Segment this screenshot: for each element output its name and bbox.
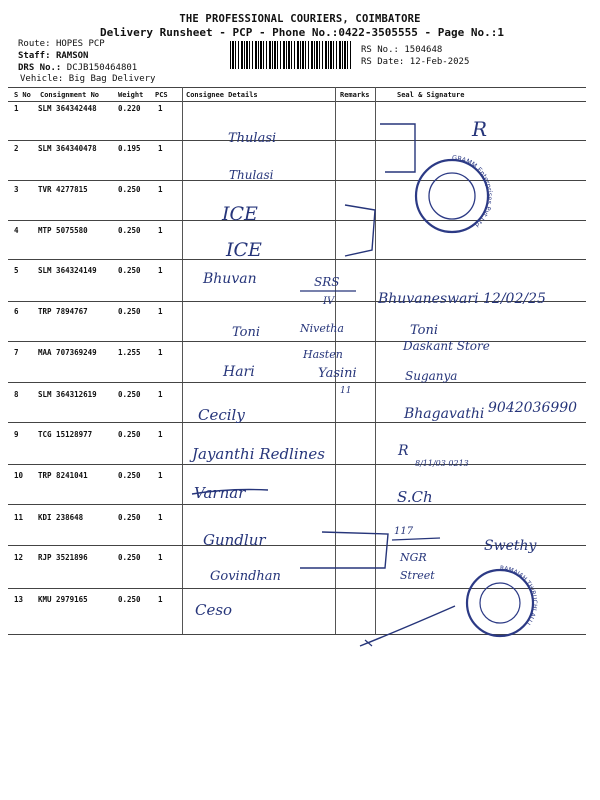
remarks-bracket xyxy=(300,532,388,568)
route-value: HOPES PCP xyxy=(55,39,105,49)
row-11-sno: 11 xyxy=(14,513,24,522)
hw-row5-name: Bhuvan xyxy=(203,271,257,287)
row-12-weight: 0.250 xyxy=(118,553,141,562)
row-8-weight: 0.250 xyxy=(118,390,141,399)
row-3-consignment: TVR 4277815 xyxy=(38,185,88,194)
row-13-pcs: 1 xyxy=(158,595,163,604)
staff-label: Staff: xyxy=(18,51,51,61)
row-13-weight: 0.250 xyxy=(118,595,141,604)
hw-row11-name: Gundlur xyxy=(203,531,266,549)
row-9-consignment: TCG 15128977 xyxy=(38,430,93,439)
hw-row7-name: Hari xyxy=(223,364,255,380)
row-1-pcs: 1 xyxy=(158,104,163,113)
row-3-pcs: 1 xyxy=(158,185,163,194)
remarks-bracket xyxy=(345,205,375,256)
hw-row10-name: Varnar xyxy=(194,484,246,502)
row-6-sno: 6 xyxy=(14,307,19,316)
row-10-pcs: 1 xyxy=(158,471,163,480)
route-label: Route: xyxy=(18,39,51,49)
row-11-pcs: 1 xyxy=(158,513,163,522)
remarks-bracket xyxy=(380,124,415,172)
row-12-consignment: RJP 3521896 xyxy=(38,553,88,562)
row-7-sno: 7 xyxy=(14,348,19,357)
row-7-pcs: 1 xyxy=(158,348,163,357)
rs-date-value: 12-Feb-2025 xyxy=(409,57,470,67)
hw-row7-remark-b: Yasini xyxy=(318,366,357,381)
row-12-pcs: 1 xyxy=(158,553,163,562)
row-5-consignment: SLM 364324149 xyxy=(38,266,97,275)
row-3-sno: 3 xyxy=(14,185,19,194)
hw-row12-sig: Swethy xyxy=(484,538,537,554)
col-weight: Weight xyxy=(118,91,144,99)
col-consignee: Consignee Details xyxy=(186,91,258,99)
vehicle-value: Big Bag Delivery xyxy=(68,74,156,84)
row-5-pcs: 1 xyxy=(158,266,163,275)
row-2-weight: 0.195 xyxy=(118,144,141,153)
row-1-consignment: SLM 364342448 xyxy=(38,104,97,113)
hw-row12-remark-a: NGR xyxy=(400,551,427,564)
hw-row9-sig-a: R xyxy=(398,443,409,459)
row-10-consignment: TRP 8241041 xyxy=(38,471,88,480)
row-8-sno: 8 xyxy=(14,390,19,399)
row-6-weight: 0.250 xyxy=(118,307,141,316)
row-2-pcs: 1 xyxy=(158,144,163,153)
hw-row6-remark: Nivetha xyxy=(300,322,344,335)
receiver-seal-stamp xyxy=(467,565,538,636)
row-10-weight: 0.250 xyxy=(118,471,141,480)
col-seal: Seal & Signature xyxy=(397,91,465,99)
rs-no-value: 1504648 xyxy=(404,45,443,55)
remark-underline xyxy=(392,538,440,540)
hw-row3-name: ICE xyxy=(222,203,258,225)
row-4-pcs: 1 xyxy=(158,226,163,235)
hw-row6-name: Toni xyxy=(232,325,261,340)
hw-row11-remark: 117 xyxy=(394,526,414,537)
hw-row6-sig-a: Toni xyxy=(410,323,439,338)
row-6-pcs: 1 xyxy=(158,307,163,316)
hw-row13-name: Ceso xyxy=(195,601,233,619)
drs-label: DRS No.: xyxy=(18,63,62,73)
hw-row8-phone: 9042036990 xyxy=(488,400,578,416)
hw-row5-remark-b: IV xyxy=(323,296,335,307)
hw-row8-name: Cecily xyxy=(198,406,245,424)
strike-line xyxy=(360,606,455,646)
row-7-weight: 1.255 xyxy=(118,348,141,357)
row-11-weight: 0.250 xyxy=(118,513,141,522)
row-1-sno: 1 xyxy=(14,104,19,113)
hw-row4-name: ICE xyxy=(226,239,262,261)
col-sno: S No xyxy=(14,91,31,99)
row-4-weight: 0.250 xyxy=(118,226,141,235)
row-9-weight: 0.250 xyxy=(118,430,141,439)
svg-text:RAMAIAH THIRUCHI ALLI: RAMAIAH THIRUCHI ALLI xyxy=(499,564,539,626)
rs-date-label: RS Date: xyxy=(361,57,405,67)
rs-no-label: RS No.: xyxy=(361,45,399,55)
row-13-consignment: KMU 2979165 xyxy=(38,595,88,604)
hw-row2-name: Thulasi xyxy=(229,168,274,182)
hw-row8-remark: 11 xyxy=(340,386,352,396)
hw-row5-sig: Bhuvaneswari 12/02/25 xyxy=(378,291,546,307)
hw-row9-name: Jayanthi Redlines xyxy=(192,445,325,463)
row-7-consignment: MAA 707369249 xyxy=(38,348,97,357)
row-9-pcs: 1 xyxy=(158,430,163,439)
hw-row1-name: Thulasi xyxy=(228,131,277,146)
row-3-weight: 0.250 xyxy=(118,185,141,194)
svg-text:GRAMM Enterprises Pvt Ltd: GRAMM Enterprises Pvt Ltd xyxy=(451,153,494,229)
hw-row8-sig: Bhagavathi xyxy=(404,406,485,422)
row-11-consignment: KDI 238648 xyxy=(38,513,84,522)
vehicle-label: Vehicle: xyxy=(20,74,64,84)
drs-value: DCJB150464801 xyxy=(66,63,138,73)
row-6-consignment: TRP 7894767 xyxy=(38,307,88,316)
row-5-sno: 5 xyxy=(14,266,19,275)
col-consignment: Consignment No xyxy=(40,91,100,99)
row-10-sno: 10 xyxy=(14,471,24,480)
row-13-sno: 13 xyxy=(14,595,24,604)
hw-row7-sig: Suganya xyxy=(405,369,458,383)
hw-row12-name: Govindhan xyxy=(210,569,281,584)
row-2-consignment: SLM 364340478 xyxy=(38,144,97,153)
col-pcs: PCS xyxy=(155,91,168,99)
staff-value: RAMSON xyxy=(55,51,89,61)
hw-row9-sig-b: 8/11/03 0213 xyxy=(415,459,469,468)
hw-row5-remark-a: SRS xyxy=(314,275,340,289)
row-1-weight: 0.220 xyxy=(118,104,141,113)
row-8-pcs: 1 xyxy=(158,390,163,399)
hw-row7-remark-a: Hasten xyxy=(303,348,343,361)
row-9-sno: 9 xyxy=(14,430,19,439)
hw-row12-remark-b: Street xyxy=(400,569,435,582)
col-remarks: Remarks xyxy=(340,91,370,99)
hw-row6-sig-b: Daskant Store xyxy=(403,339,490,353)
hw-row10-sig: S.Ch xyxy=(397,488,433,506)
runsheet-subtitle: Delivery Runsheet - PCP - Phone No.:0422-3505555 - Page No.:1 xyxy=(100,26,504,39)
row-2-sno: 2 xyxy=(14,144,19,153)
hw-row1-sig: R xyxy=(472,117,488,141)
company-title: THE PROFESSIONAL COURIERS, COIMBATORE xyxy=(179,13,421,25)
row-5-weight: 0.250 xyxy=(118,266,141,275)
row-4-sno: 4 xyxy=(14,226,19,235)
company-seal-stamp xyxy=(416,154,494,232)
row-4-consignment: MTP 5075580 xyxy=(38,226,88,235)
row-8-consignment: SLM 364312619 xyxy=(38,390,97,399)
row-12-sno: 12 xyxy=(14,553,24,562)
